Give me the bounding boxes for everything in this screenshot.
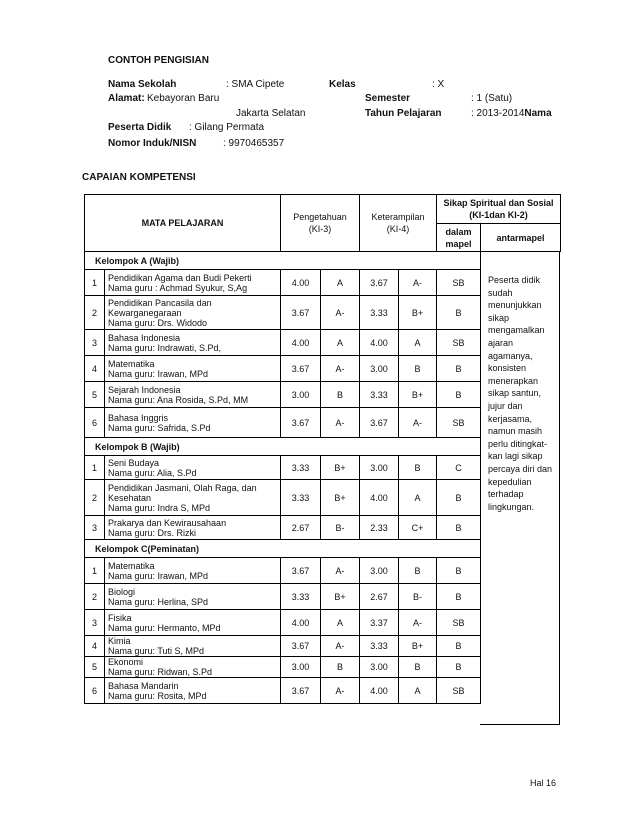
knowledge-score: 3.67 <box>281 356 321 382</box>
knowledge-grade: A- <box>321 678 360 704</box>
document-title: CONTOH PENGISIAN <box>108 55 209 66</box>
table-row <box>85 558 481 584</box>
subject-name: Kewarganegaraan <box>108 307 182 318</box>
nisn-value: : 9970465357 <box>223 138 285 149</box>
knowledge-grade: B+ <box>321 480 360 516</box>
skill-score: 3.33 <box>360 636 399 657</box>
knowledge-score: 3.00 <box>281 382 321 408</box>
skill-score: 2.67 <box>360 584 399 610</box>
knowledge-score: 3.33 <box>281 456 321 480</box>
group-row <box>85 252 481 270</box>
nisn-label: Nomor Induk/NISN <box>108 138 197 149</box>
semester-label: Semester <box>365 93 411 104</box>
teacher-name: Nama guru: Tuti S, MPd <box>108 646 205 656</box>
teacher-name: Nama guru: Indra S, MPd <box>108 502 211 513</box>
subject-cell <box>105 610 281 636</box>
description-line: Peserta didik <box>488 275 541 285</box>
knowledge-score: 3.67 <box>281 636 321 657</box>
subject-cell <box>105 382 281 408</box>
row-number: 4 <box>85 356 105 382</box>
teacher-name: Nama guru: Indrawati, S.Pd, <box>108 342 222 353</box>
subject-name: Ekonomi <box>108 657 144 667</box>
row-number: 6 <box>85 408 105 438</box>
row-number: 6 <box>85 678 105 704</box>
subject-cell <box>105 330 281 356</box>
knowledge-score: 4.00 <box>281 330 321 356</box>
header-in-subject: dalam mapel <box>436 223 481 252</box>
skill-score: 4.00 <box>360 480 399 516</box>
address-line1: Kebayoran Baru <box>147 93 220 104</box>
class-label: Kelas <box>329 79 356 90</box>
knowledge-score: 3.67 <box>281 558 321 584</box>
teacher-name: Nama guru: Drs. Rizki <box>108 527 197 538</box>
student-label: Peserta Didik <box>108 122 172 133</box>
skill-score: 3.00 <box>360 356 399 382</box>
subject-cell <box>105 657 281 678</box>
skill-score: 3.67 <box>360 408 399 438</box>
knowledge-grade: A- <box>321 296 360 330</box>
subject-cell <box>105 296 281 330</box>
attitude-grade: SB <box>437 408 481 438</box>
group-row <box>85 540 481 558</box>
attitude-grade: SB <box>437 610 481 636</box>
skill-grade: B <box>399 657 437 678</box>
row-number: 5 <box>85 657 105 678</box>
attitude-grade: B <box>437 382 481 408</box>
skill-grade: B- <box>399 584 437 610</box>
knowledge-score: 3.33 <box>281 584 321 610</box>
subject-name: Sejarah Indonesia <box>108 384 181 395</box>
header-attitude: Sikap Spiritual dan Sosial (KI-1dan KI-2) <box>436 194 561 224</box>
description-line: kan lagi sikap <box>488 451 543 462</box>
description-line: sudah <box>488 287 513 298</box>
subject-cell <box>105 516 281 540</box>
table-row <box>85 382 481 408</box>
row-number: 2 <box>85 296 105 330</box>
skill-score: 3.33 <box>360 382 399 408</box>
teacher-name: Nama guru: Safrida, S.Pd <box>108 422 211 433</box>
teacher-name: Nama guru: Drs. Widodo <box>108 317 208 328</box>
skill-score: 4.00 <box>360 678 399 704</box>
subject-cell <box>105 584 281 610</box>
skill-grade: B+ <box>399 296 437 330</box>
table-row <box>85 480 481 516</box>
subject-name: Kimia <box>108 636 131 646</box>
subject-cell <box>105 270 281 296</box>
teacher-name: Nama guru: Ana Rosida, S.Pd, MM <box>108 394 249 405</box>
row-number: 1 <box>85 270 105 296</box>
attitude-grade: C <box>437 456 481 480</box>
subject-cell <box>105 356 281 382</box>
semester-value: : 1 (Satu) <box>471 93 513 104</box>
teacher-name: Nama guru: Rosita, MPd <box>108 690 207 701</box>
description-line: mengamalkan <box>488 325 545 336</box>
table-row <box>85 270 481 296</box>
subject-name: Kesehatan <box>108 492 152 503</box>
header-subject: MATA PELAJARAN <box>84 194 281 252</box>
subject-name: Seni Budaya <box>108 457 160 468</box>
knowledge-score: 4.00 <box>281 610 321 636</box>
subject-name: Bahasa Indonesia <box>108 332 181 343</box>
header-skill: Keterampilan (KI-4) <box>359 194 437 252</box>
description-line: konsisten <box>488 363 527 374</box>
page-number: Hal 16 <box>530 778 557 788</box>
subject-cell <box>105 456 281 480</box>
knowledge-score: 2.67 <box>281 516 321 540</box>
skill-score: 3.00 <box>360 456 399 480</box>
skill-score: 3.00 <box>360 657 399 678</box>
knowledge-grade: A- <box>321 408 360 438</box>
skill-score: 4.00 <box>360 330 399 356</box>
teacher-name: Nama guru: Irawan, MPd <box>108 570 209 581</box>
year-value <box>471 108 552 119</box>
row-number: 2 <box>85 584 105 610</box>
skill-grade: B <box>399 356 437 382</box>
knowledge-grade: B <box>321 382 360 408</box>
knowledge-score: 3.67 <box>281 678 321 704</box>
row-number: 3 <box>85 610 105 636</box>
subject-name: Pendidikan Jasmani, Olah Raga, dan <box>108 482 257 493</box>
knowledge-grade: A- <box>321 636 360 657</box>
year-label: Tahun Pelajaran <box>365 108 442 119</box>
description-line: perlu ditingkat- <box>488 438 548 449</box>
attitude-grade: B <box>437 657 481 678</box>
teacher-name: Nama guru: Alia, S.Pd <box>108 467 197 478</box>
description-line: sikap santun, <box>488 388 542 399</box>
description-line: jujur dan <box>488 400 523 411</box>
skill-score: 3.67 <box>360 270 399 296</box>
table-row <box>85 657 481 678</box>
knowledge-grade: B+ <box>321 584 360 610</box>
attitude-grade: B <box>437 356 481 382</box>
subject-name: Fisika <box>108 612 132 623</box>
subject-name: Pendidikan Pancasila dan <box>108 297 212 308</box>
school-value: : SMA Cipete <box>226 79 285 90</box>
table-row <box>85 584 481 610</box>
subject-cell <box>105 480 281 516</box>
description-line: menunjukkan <box>488 300 542 311</box>
subject-name: Biologi <box>108 586 136 597</box>
skill-score: 3.37 <box>360 610 399 636</box>
attitude-grade: B <box>437 558 481 584</box>
group-heading: Kelompok C(Peminatan) <box>85 540 481 558</box>
address-label: Alamat: <box>108 93 145 104</box>
skill-score: 3.00 <box>360 558 399 584</box>
teacher-name: Nama guru : Achmad Syukur, S,Ag <box>108 282 248 293</box>
attitude-grade: B <box>437 636 481 657</box>
skill-grade: A <box>399 480 437 516</box>
section-title: CAPAIAN KOMPETENSI <box>82 172 196 183</box>
group-heading: Kelompok B (Wajib) <box>85 438 481 456</box>
skill-score: 3.33 <box>360 296 399 330</box>
teacher-name: Nama guru: Irawan, MPd <box>108 368 209 379</box>
attitude-grade: B <box>437 480 481 516</box>
attitude-grade: SB <box>437 678 481 704</box>
class-value: : X <box>432 79 445 90</box>
skill-grade: A <box>399 678 437 704</box>
attitude-description <box>488 274 560 513</box>
knowledge-grade: B- <box>321 516 360 540</box>
skill-grade: A <box>399 330 437 356</box>
table-row <box>85 456 481 480</box>
header-knowledge: Pengetahuan (KI-3) <box>280 194 360 252</box>
knowledge-grade: B+ <box>321 456 360 480</box>
knowledge-score: 4.00 <box>281 270 321 296</box>
table-row <box>85 636 481 657</box>
row-number: 4 <box>85 636 105 657</box>
skill-grade: A- <box>399 270 437 296</box>
description-line: kerjasama, <box>488 413 533 424</box>
subject-name: Bahasa Mandarin <box>108 680 179 691</box>
description-line: sikap <box>488 312 510 323</box>
teacher-name: Nama guru: Herlina, SPd <box>108 596 209 607</box>
row-number: 5 <box>85 382 105 408</box>
description-line: ajaran <box>488 337 514 348</box>
table-row <box>85 356 481 382</box>
attitude-grade: B <box>437 516 481 540</box>
description-line: terhadap <box>488 489 524 500</box>
address-line2: Jakarta Selatan <box>236 108 306 119</box>
table-row <box>85 678 481 704</box>
table-row <box>85 516 481 540</box>
knowledge-grade: B <box>321 657 360 678</box>
description-line: kepedulian <box>488 476 532 487</box>
description-line: agamanya, <box>488 350 533 361</box>
table-row <box>85 296 481 330</box>
row-number: 2 <box>85 480 105 516</box>
grades-table <box>84 251 481 704</box>
teacher-name: Nama guru: Ridwan, S.Pd <box>108 667 213 677</box>
skill-grade: B+ <box>399 636 437 657</box>
attitude-grade: B <box>437 296 481 330</box>
knowledge-score: 3.67 <box>281 408 321 438</box>
subject-cell <box>105 558 281 584</box>
skill-grade: B <box>399 456 437 480</box>
year-suffix: Nama <box>524 108 552 119</box>
subject-name: Pendidikan Agama dan Budi Pekerti <box>108 272 252 283</box>
knowledge-grade: A <box>321 330 360 356</box>
attitude-grade: SB <box>437 270 481 296</box>
skill-score: 2.33 <box>360 516 399 540</box>
attitude-grade: SB <box>437 330 481 356</box>
row-number: 3 <box>85 330 105 356</box>
subject-name: Matematika <box>108 358 155 369</box>
subject-name: Matematika <box>108 560 155 571</box>
year-text: : 2013-2014 <box>471 108 525 119</box>
subject-name: Prakarya dan Kewirausahaan <box>108 517 227 528</box>
school-label: Nama Sekolah <box>108 79 177 90</box>
skill-grade: C+ <box>399 516 437 540</box>
knowledge-grade: A <box>321 270 360 296</box>
subject-cell <box>105 678 281 704</box>
student-value: : Gilang Permata <box>189 122 265 133</box>
header-between-subject: antarmapel <box>480 223 561 252</box>
description-line: percaya diri dan <box>488 463 553 474</box>
knowledge-score: 3.33 <box>281 480 321 516</box>
skill-grade: A- <box>399 610 437 636</box>
table-row <box>85 330 481 356</box>
subject-cell <box>105 636 281 657</box>
group-heading: Kelompok A (Wajib) <box>85 252 481 270</box>
teacher-name: Nama guru: Hermanto, MPd <box>108 622 221 633</box>
row-number: 1 <box>85 456 105 480</box>
group-row <box>85 438 481 456</box>
knowledge-grade: A <box>321 610 360 636</box>
description-line: namun masih <box>488 426 543 437</box>
description-line: lingkungan. <box>488 501 535 512</box>
subject-name: Bahasa Inggris <box>108 412 169 423</box>
knowledge-score: 3.00 <box>281 657 321 678</box>
table-row <box>85 408 481 438</box>
attitude-grade: B <box>437 584 481 610</box>
row-number: 1 <box>85 558 105 584</box>
skill-grade: A- <box>399 408 437 438</box>
description-line: menerapkan <box>488 375 539 386</box>
skill-grade: B <box>399 558 437 584</box>
knowledge-score: 3.67 <box>281 296 321 330</box>
row-number: 3 <box>85 516 105 540</box>
table-row <box>85 610 481 636</box>
subject-cell <box>105 408 281 438</box>
skill-grade: B+ <box>399 382 437 408</box>
knowledge-grade: A- <box>321 356 360 382</box>
knowledge-grade: A- <box>321 558 360 584</box>
